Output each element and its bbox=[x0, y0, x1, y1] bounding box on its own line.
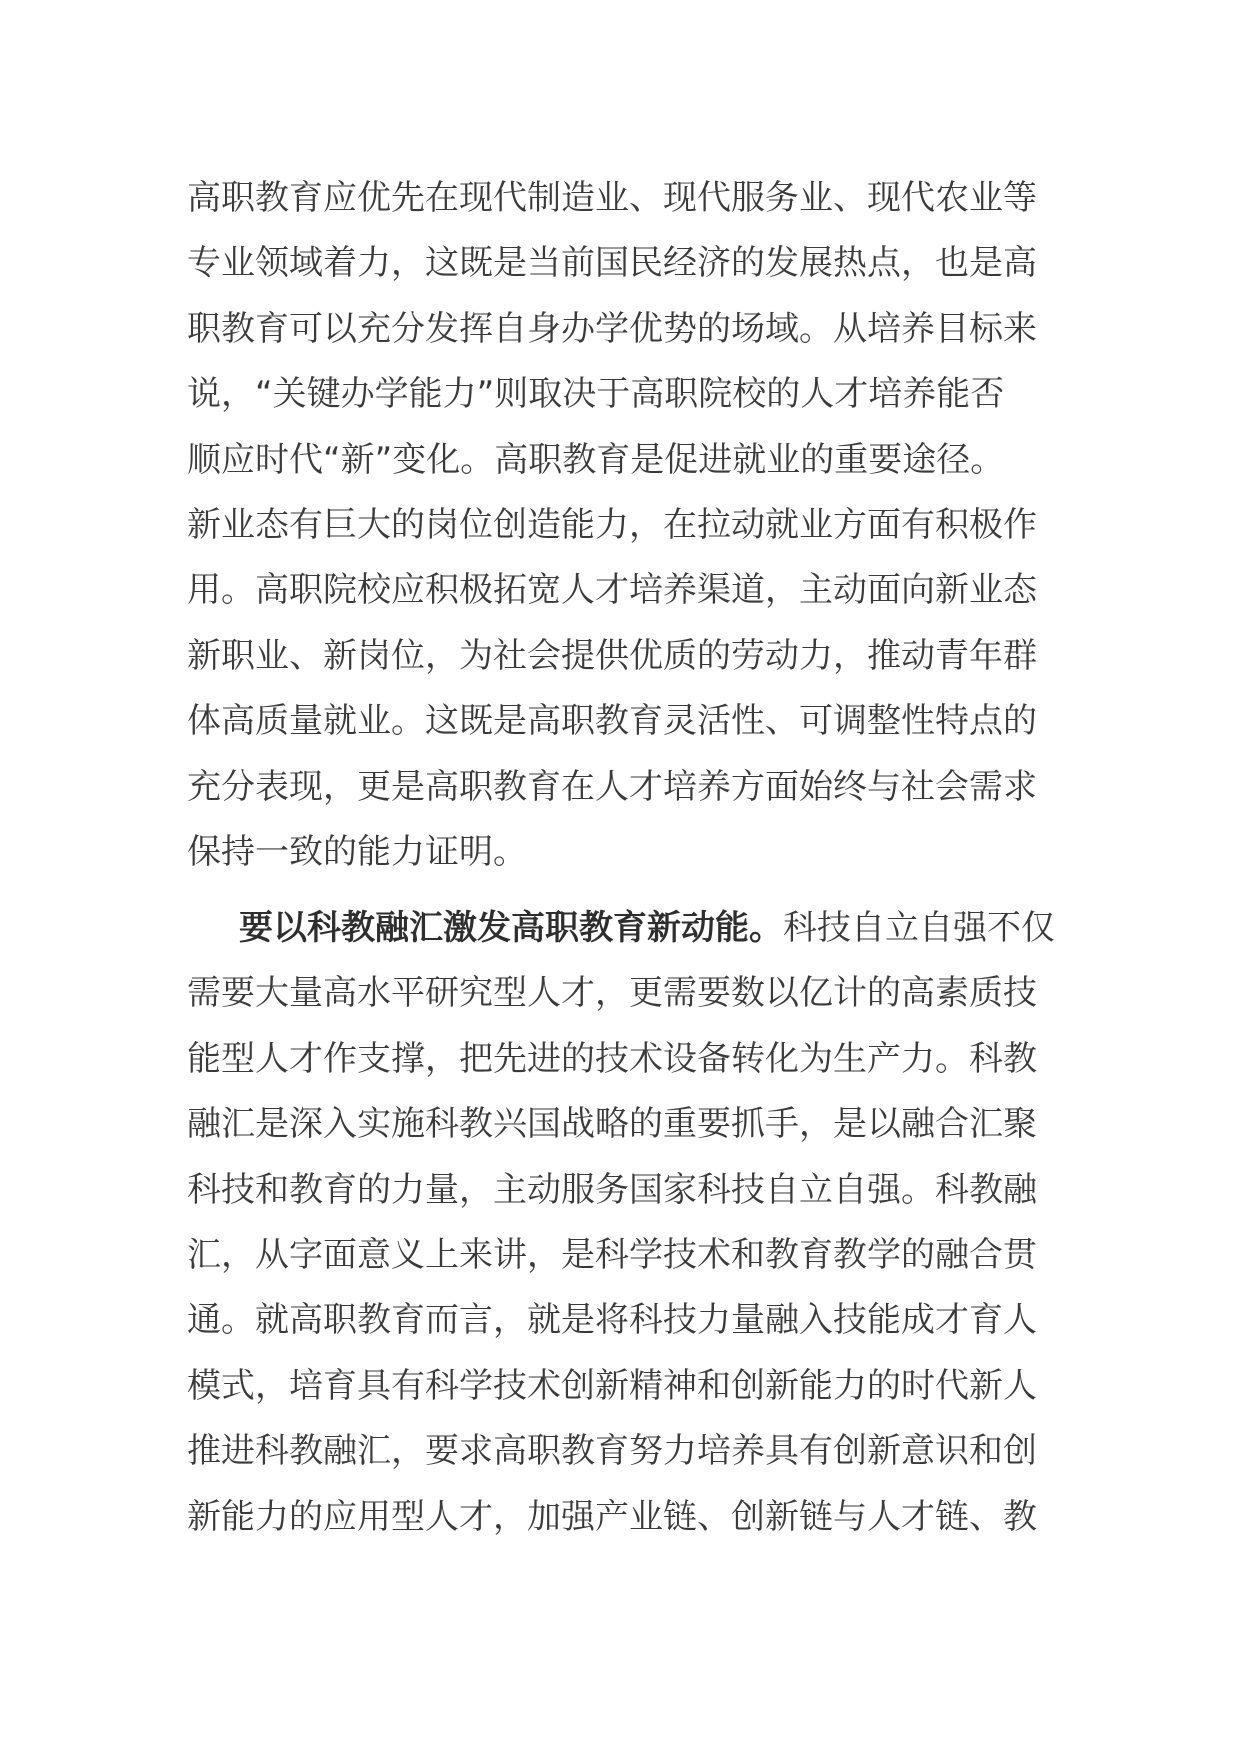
paragraph-line: 新职业、新岗位，为社会提供优质的劳动力，推动青年群 bbox=[187, 635, 1037, 676]
paragraph-line: 汇，从字面意义上来讲，是科学技术和教育教学的融合贯 bbox=[187, 1234, 1037, 1275]
paragraph-lead-heading: 要以科教融汇激发高职教育新动能。 bbox=[239, 908, 783, 948]
paragraph-2 bbox=[187, 896, 1053, 1550]
paragraph-line: 能型人才作支撑，把先进的技术设备转化为生产力。科教 bbox=[187, 1038, 1037, 1079]
paragraph-line: 高职教育应优先在现代制造业、现代服务业、现代农业等 bbox=[187, 178, 1037, 218]
paragraph-first-line-text: 科技自立自强不仅 bbox=[783, 908, 1055, 948]
paragraph-line: 推进科教融汇，要求高职教育努力培养具有创新意识和创 bbox=[187, 1431, 1037, 1472]
paragraph-line: 职教育可以充分发挥自身办学优势的场域。从培养目标来 bbox=[187, 308, 1037, 349]
paragraph-line: 通。就高职教育而言，就是将科技力量融入技能成才育人 bbox=[187, 1300, 1037, 1341]
paragraph-line: 专业领域着力，这既是当前国民经济的发展热点，也是高 bbox=[187, 243, 1037, 284]
paragraph-line: 说，“关键办学能力”则取决于高职院校的人才培养能否 bbox=[187, 374, 1005, 415]
paragraph-line: 新业态有巨大的岗位创造能力，在拉动就业方面有积极作 bbox=[187, 504, 1037, 545]
paragraph-line: 科技和教育的力量，主动服务国家科技自立自强。科教融 bbox=[187, 1169, 1037, 1210]
paragraph-line: 保持一致的能力证明。 bbox=[187, 831, 527, 872]
paragraph-first-line bbox=[187, 896, 1053, 961]
paragraph-line: 体高质量就业。这既是高职教育灵活性、可调整性特点的 bbox=[187, 701, 1037, 742]
paragraph-line: 融汇是深入实施科教兴国战略的重要抓手，是以融合汇聚 bbox=[187, 1104, 1037, 1145]
paragraph-line: 用。高职院校应积极拓宽人才培养渠道，主动面向新业态 bbox=[187, 570, 1037, 611]
paragraph-line: 新能力的应用型人才，加强产业链、创新链与人才链、教 bbox=[187, 1496, 1037, 1537]
paragraph-line: 模式，培育具有科学技术创新精神和创新能力的时代新人 bbox=[187, 1365, 1037, 1406]
paragraph-1 bbox=[187, 166, 1053, 885]
paragraph-line: 顺应时代“新”变化。高职教育是促进就业的重要途径。 bbox=[187, 439, 1005, 480]
paragraph-line: 充分表现，更是高职教育在人才培养方面始终与社会需求 bbox=[187, 766, 1037, 807]
paragraph-line: 需要大量高水平研究型人才，更需要数以亿计的高素质技 bbox=[187, 973, 1037, 1014]
